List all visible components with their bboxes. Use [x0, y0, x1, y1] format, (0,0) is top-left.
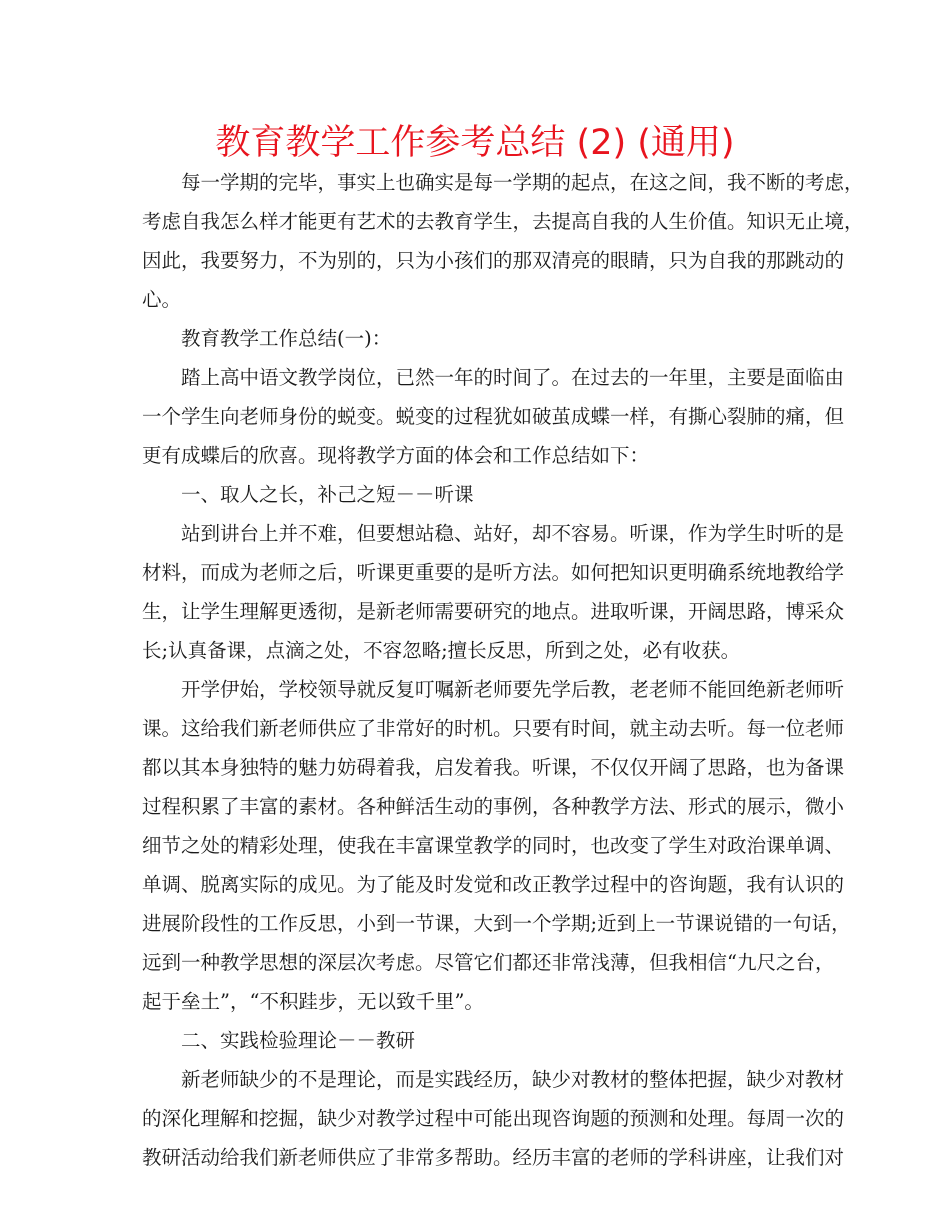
text-line: 心。 — [142, 288, 182, 311]
text-line: 单调、脱离实际的成见。为了能及时发觉和改正教学过程中的咨询题，我有认识的 — [142, 873, 845, 896]
text-line: 踏上高中语文教学岗位，已然一年的时间了。在过去的一年里，主要是面临由 — [181, 366, 845, 389]
text-line: 的深化理解和挖掘，缺少对教学过程中可能出现咨询题的预测和处理。每周一次的 — [142, 1107, 845, 1130]
text-line: 新老师缺少的不是理论，而是实践经历，缺少对教材的整体把握，缺少对教材 — [181, 1068, 845, 1091]
text-line: 进展阶段性的工作反思，小到一节课，大到一个学期;近到上一节课说错的一句话， — [142, 912, 851, 935]
text-line: 开学伊始，学校领导就反复叮嘱新老师要先学后教，老老师不能回绝新老师听 — [181, 678, 845, 701]
text-line: 教育教学工作总结(一)： — [181, 327, 392, 350]
text-line: 细节之处的精彩处理，使我在丰富课堂教学的同时，也改变了学生对政治课单调、 — [142, 834, 845, 857]
text-line: 都以其本身独特的魅力妨碍着我，启发着我。听课，不仅仅开阔了思路，也为备课 — [142, 756, 845, 779]
text-line: 起于垒土”，“不积跬步，无以致千里”。 — [142, 990, 484, 1013]
text-line: 材料，而成为老师之后，听课更重要的是听方法。如何把知识更明确系统地教给学 — [142, 561, 845, 584]
text-line: 课。这给我们新老师供应了非常好的时机。只要有时间，就主动去听。每一位老师 — [142, 717, 845, 740]
text-line: 过程积累了丰富的素材。各种鲜活生动的事例，各种教学方法、形式的展示，微小 — [142, 795, 845, 818]
text-line: 更有成蝶后的欣喜。现将教学方面的体会和工作总结如下： — [142, 444, 650, 467]
text-line: 因此，我要努力，不为别的，只为小孩们的那双清亮的眼睛，只为自我的那跳动的 — [142, 249, 845, 272]
text-line: 生，让学生理解更透彻，是新老师需要研究的地点。进取听课，开阔思路，博采众 — [142, 600, 845, 623]
text-line: 远到一种教学思想的深层次考虑。尽管它们都还非常浅薄，但我相信“九尺之台， — [142, 951, 835, 974]
text-line: 一、取人之长，补己之短－－听课 — [181, 483, 474, 506]
document-title: 教育教学工作参考总结 (2) (通用) — [215, 123, 735, 163]
text-line: 长;认真备课，点滴之处，不容忽略;擅长反思，所到之处，必有收获。 — [142, 639, 741, 662]
text-line: 教研活动给我们新老师供应了非常多帮助。经历丰富的老师的学科讲座，让我们对 — [142, 1146, 845, 1169]
text-line: 一个学生向老师身份的蜕变。蜕变的过程犹如破茧成蝶一样，有撕心裂肺的痛，但 — [142, 405, 845, 428]
text-line: 二、实践检验理论－－教研 — [181, 1029, 416, 1052]
text-line: 考虑自我怎么样才能更有艺术的去教育学生，去提高自我的人生价值。知识无止境， — [142, 210, 864, 233]
document-body — [142, 163, 864, 1177]
text-line: 站到讲台上并不难，但要想站稳、站好，却不容易。听课，作为学生时听的是 — [181, 522, 845, 545]
text-line: 每一学期的完毕，事实上也确实是每一学期的起点，在这之间，我不断的考虑， — [181, 171, 864, 194]
